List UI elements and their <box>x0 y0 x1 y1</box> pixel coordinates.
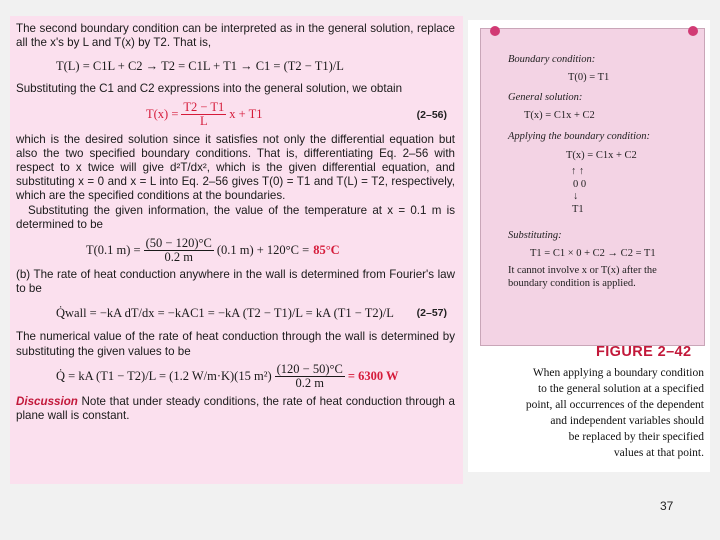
textbook-page <box>10 16 463 484</box>
note-t1: T1 <box>572 204 584 215</box>
note-caution-line-2: boundary condition is applied. <box>508 278 636 289</box>
eq5-fraction <box>275 363 345 390</box>
eq3-lhs: T(0.1 m) = <box>86 242 141 257</box>
equation-2-56 <box>16 97 455 133</box>
note-down-arrow: ↓ <box>573 191 579 202</box>
eq3-fraction <box>144 237 214 264</box>
note-boundary-value: T(0) = T1 <box>568 72 610 83</box>
discussion-text: Note that under steady conditions, the rate of heat conduction through a plane wall is constant. <box>16 394 455 423</box>
eq3-denominator: 0.2 m <box>164 249 193 264</box>
eq5-numerator: (120 − 50)°C <box>276 362 343 377</box>
equation-heat-rate <box>16 359 455 395</box>
slide-page-number: 37 <box>660 499 674 513</box>
discussion-label: Discussion <box>16 394 78 408</box>
figure-2-42 <box>468 20 710 472</box>
eq5-result: = 6300 W <box>347 369 399 384</box>
equation-c1-text: T(L) = C1L + C2 → T2 = C1L + T1 → C1 = (T2 − T1)/L <box>56 58 344 73</box>
eq3-result: 85°C <box>313 242 340 257</box>
paragraph-boundary-interpretation: The second boundary condition can be interpreted as in the general solution, replace all the x's by L and T(x) by T2. That is, <box>16 22 455 50</box>
eq2-lhs: T(x) = <box>146 107 179 122</box>
eq3-middle: (0.1 m) + 120°C = <box>216 242 310 257</box>
note-caution-line-1: It cannot involve x or T(x) after the <box>508 265 657 276</box>
caption-line: values at that point. <box>613 447 704 459</box>
paragraph-numerical-value: The numerical value of the rate of heat conduction through the wall is determined by substituting the given values to be <box>16 330 455 358</box>
caption-line: be replaced by their specified <box>568 431 704 443</box>
note-applying-heading: Applying the boundary condition: <box>508 131 651 142</box>
paragraph-temperature-value: Substituting the given information, the value of the temperature at x = 0.1 m is determined to be <box>16 203 455 231</box>
note-boundary-heading: Boundary condition: <box>508 54 596 65</box>
caption-line: to the general solution at a specified <box>537 383 704 395</box>
figure-title: FIGURE 2–42 <box>596 344 692 360</box>
equation-temperature <box>16 232 455 268</box>
caption-line: point, all occurrences of the dependent <box>525 399 704 411</box>
equation-number-2-57: (2–57) <box>416 307 447 320</box>
discussion-paragraph <box>16 395 455 423</box>
note-substituting-eq: T1 = C1 × 0 + C2 → C2 = T1 <box>530 248 656 259</box>
note-zeros: 0 0 <box>573 179 587 190</box>
eq2-denominator: L <box>200 114 208 129</box>
eq5-denominator: 0.2 m <box>295 376 324 391</box>
note-substituting-heading: Substituting: <box>508 230 562 241</box>
eq2-fraction <box>181 101 226 128</box>
paragraph-substitution: Substituting the C1 and C2 expressions into the general solution, we obtain <box>16 82 403 96</box>
note-general-heading: General solution: <box>508 92 583 103</box>
pin-icon <box>688 26 698 36</box>
paragraph-fourier-law: (b) The rate of heat conduction anywhere in the wall is determined from Fourier's law to be <box>16 268 455 296</box>
note-general-eq: T(x) = C1x + C2 <box>524 110 595 121</box>
equation-c1 <box>16 50 455 82</box>
eq5-lhs: Q̇ = kA (T1 − T2)/L = (1.2 W/m·K)(15 m²) <box>56 369 272 384</box>
pin-icon <box>490 26 500 36</box>
caption-line: When applying a boundary condition <box>532 367 704 379</box>
note-applying-eq: T(x) = C1x + C2 <box>566 150 637 161</box>
eq2-numerator: T2 − T1 <box>183 100 225 115</box>
note-up-arrows: ↑ ↑ <box>571 166 585 177</box>
eq4-text: Q̇wall = −kA dT/dx = −kAC1 = −kA (T2 − T1)/L = kA (T1 − T2)/L <box>56 305 394 320</box>
caption-line: and independent variables should <box>550 415 704 427</box>
paragraph-solution-check: which is the desired solution since it satisfies not only the differential equation but also the two specified boundary conditions. That is, differentiating Eq. 2–56 with respect to x twice will give d²T/dx², which is the given differential equation, and substituting x = 0 and x = L into Eq. 2–56 gives T(0) = T1 and T(L) = T2, respectively, which are the specified conditions at the boundaries. <box>16 132 455 203</box>
eq3-numerator: (50 − 120)°C <box>145 235 212 250</box>
eq2-rhs: x + T1 <box>229 107 263 122</box>
equation-2-57 <box>16 296 455 330</box>
equation-number-2-56: (2–56) <box>416 108 447 121</box>
